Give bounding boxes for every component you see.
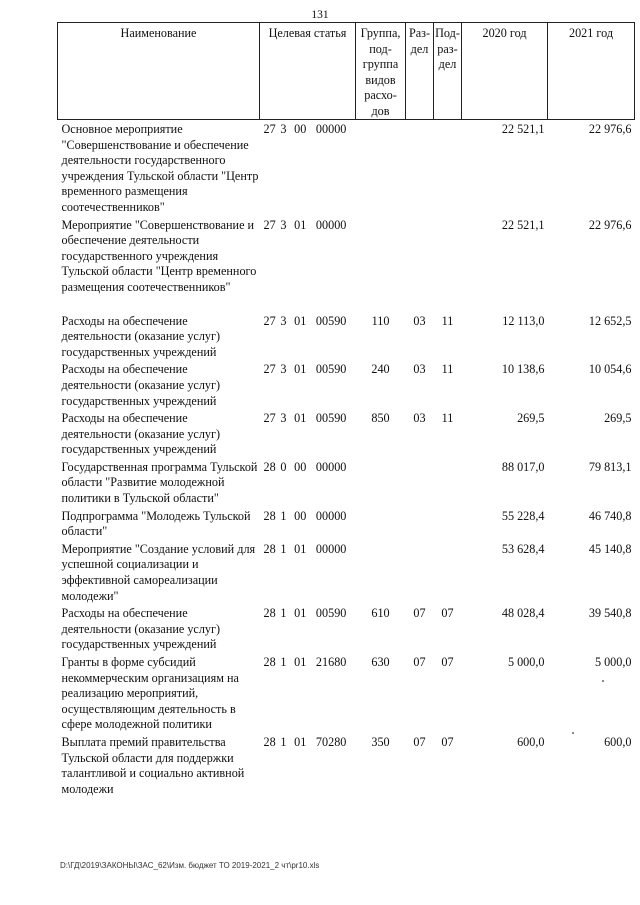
table-body xyxy=(58,120,635,798)
code-event: 00 xyxy=(294,459,307,474)
table-row xyxy=(58,733,635,797)
row-target-article xyxy=(260,312,356,361)
row-target-article xyxy=(260,540,356,604)
code-program: 27 xyxy=(263,362,276,377)
code-subprogram: 1 xyxy=(280,508,287,523)
spacer-cell xyxy=(58,296,635,312)
row-subsection: 11 xyxy=(441,411,454,426)
row-target-article xyxy=(260,733,356,797)
code-event: 01 xyxy=(294,655,307,669)
code-event: 01 xyxy=(294,313,307,328)
code-event: 01 xyxy=(294,734,307,749)
page-number: 131 xyxy=(311,9,329,21)
header-name: Наименование xyxy=(58,23,260,120)
row-name: Расходы на обеспечение деятельности (оказание услуг) государственных учреждений xyxy=(61,411,221,457)
row-amount-2021: 22 976,6 xyxy=(588,217,632,232)
header-2021: 2021 год xyxy=(548,23,635,120)
row-section xyxy=(406,540,434,604)
code-subprogram: 3 xyxy=(280,217,287,232)
table-row xyxy=(58,507,635,540)
row-subsection: 11 xyxy=(441,313,454,328)
row-amount-2020: 53 628,4 xyxy=(501,541,545,556)
row-amount-2020: 269,5 xyxy=(517,411,545,426)
code-program: 28 xyxy=(263,541,276,556)
row-target-article xyxy=(260,604,356,653)
row-amount-2020: 88 017,0 xyxy=(501,459,545,474)
code-subprogram: 1 xyxy=(280,734,287,749)
row-subsection xyxy=(434,120,462,216)
row-section: 03 xyxy=(413,313,426,328)
row-amount-2021: 269,5 xyxy=(604,411,632,426)
row-name: Расходы на обеспечение деятельности (оказание услуг) государственных учреждений xyxy=(61,606,221,652)
code-event: 01 xyxy=(294,411,307,426)
code-event: 01 xyxy=(294,541,307,556)
row-section xyxy=(406,458,434,507)
row-subsection: 07 xyxy=(441,734,454,749)
code-subprogram: 3 xyxy=(280,362,287,377)
code-direction: 00000 xyxy=(315,541,347,556)
table-header-row xyxy=(58,23,635,120)
code-direction: 00000 xyxy=(315,508,347,523)
code-subprogram: 3 xyxy=(280,313,287,328)
code-program: 28 xyxy=(263,606,276,621)
code-subprogram: 1 xyxy=(280,655,287,669)
row-expense-group xyxy=(356,216,406,296)
row-target-article xyxy=(260,653,356,733)
row-amount-2020: 12 113,0 xyxy=(502,313,545,328)
row-subsection: 07 xyxy=(441,606,454,621)
row-target-article xyxy=(260,120,356,216)
row-expense-group: 350 xyxy=(371,734,390,749)
row-amount-2020: 600,0 xyxy=(517,734,545,749)
header-section: Раз- дел xyxy=(406,23,434,120)
row-section: 03 xyxy=(413,411,426,426)
budget-table xyxy=(57,22,635,797)
code-program: 27 xyxy=(263,411,276,426)
row-amount-2020: 5 000,0 xyxy=(507,655,545,669)
row-section xyxy=(406,507,434,540)
row-subsection xyxy=(434,507,462,540)
row-spacer xyxy=(58,296,635,312)
row-amount-2021: 46 740,8 xyxy=(588,508,632,523)
row-subsection: 07 xyxy=(441,655,454,669)
code-event: 00 xyxy=(294,122,307,136)
table-row xyxy=(58,540,635,604)
table-row xyxy=(58,458,635,507)
code-subprogram: 3 xyxy=(280,122,287,136)
row-amount-2021: 45 140,8 xyxy=(588,541,632,556)
file-path-footer: D:\ГД\2019\ЗАКОНЫ\ЗАС_62\Изм. бюджет ТО 2019-2021_2 чт\pr10.xls xyxy=(60,861,320,870)
table-row xyxy=(58,216,635,296)
row-section xyxy=(406,216,434,296)
scan-speck xyxy=(572,732,574,734)
row-amount-2020: 48 028,4 xyxy=(501,606,545,621)
row-section: 07 xyxy=(413,606,426,621)
row-expense-group: 610 xyxy=(371,606,390,621)
row-expense-group: 240 xyxy=(371,362,390,377)
header-subsection: Под- раз- дел xyxy=(434,23,462,120)
table-row xyxy=(58,360,635,409)
row-amount-2021: 600,0 xyxy=(604,734,632,749)
code-event: 01 xyxy=(294,362,307,377)
code-program: 28 xyxy=(263,655,276,669)
code-program: 28 xyxy=(263,508,276,523)
code-direction: 00000 xyxy=(315,459,347,474)
table-row xyxy=(58,409,635,458)
table-row xyxy=(58,312,635,361)
row-expense-group xyxy=(356,540,406,604)
row-amount-2020: 55 228,4 xyxy=(501,508,545,523)
code-event: 01 xyxy=(294,606,307,621)
row-expense-group xyxy=(356,458,406,507)
code-direction: 00590 xyxy=(315,362,347,377)
row-target-article xyxy=(260,507,356,540)
row-amount-2021: 39 540,8 xyxy=(588,606,632,621)
row-target-article xyxy=(260,409,356,458)
header-expense-group: Группа, под- группа видов расхо- дов xyxy=(356,23,406,120)
row-subsection xyxy=(434,216,462,296)
row-amount-2021: 22 976,6 xyxy=(588,122,632,136)
code-direction: 21680 xyxy=(315,655,347,669)
code-subprogram: 1 xyxy=(280,606,287,621)
code-subprogram: 0 xyxy=(280,459,287,474)
table-row xyxy=(58,120,635,216)
header-2020: 2020 год xyxy=(462,23,548,120)
row-target-article xyxy=(260,360,356,409)
row-amount-2021: 79 813,1 xyxy=(588,459,632,474)
code-subprogram: 1 xyxy=(280,541,287,556)
row-target-article xyxy=(260,216,356,296)
row-name: Мероприятие "Совершенствование и обеспечение деятельности государственного учреждения Тульской области "Центр временного размещения соотечественников" xyxy=(61,217,257,294)
row-expense-group: 110 xyxy=(371,313,390,328)
row-name: Основное мероприятие "Совершенствование и обеспечение деятельности государственного учреждения Тульской области "Центр временного размещения соотечественников" xyxy=(61,122,259,214)
code-direction: 00000 xyxy=(315,217,347,232)
row-subsection xyxy=(434,540,462,604)
code-event: 01 xyxy=(294,217,307,232)
row-subsection xyxy=(434,458,462,507)
row-amount-2021: 10 054,6 xyxy=(588,362,632,377)
row-amount-2021: 12 652,5 xyxy=(588,313,632,328)
row-expense-group xyxy=(356,507,406,540)
table-row xyxy=(58,604,635,653)
row-name: Государственная программа Тульской области "Развитие молодежной политики в Тульской области" xyxy=(61,459,258,506)
row-expense-group xyxy=(356,120,406,216)
scan-speck xyxy=(602,680,604,682)
code-program: 28 xyxy=(263,459,276,474)
row-subsection: 11 xyxy=(441,362,454,377)
code-direction: 70280 xyxy=(315,734,347,749)
row-section xyxy=(406,120,434,216)
code-program: 27 xyxy=(263,217,276,232)
code-direction: 00590 xyxy=(315,606,347,621)
code-program: 28 xyxy=(263,734,276,749)
budget-table-container xyxy=(57,22,635,797)
row-section: 07 xyxy=(413,734,426,749)
row-amount-2020: 22 521,1 xyxy=(501,217,545,232)
row-target-article xyxy=(260,458,356,507)
row-amount-2020: 22 521,1 xyxy=(501,122,545,136)
code-event: 00 xyxy=(294,508,307,523)
row-expense-group: 630 xyxy=(371,655,390,669)
row-name: Расходы на обеспечение деятельности (оказание услуг) государственных учреждений xyxy=(61,313,221,359)
code-direction: 00590 xyxy=(315,313,347,328)
code-direction: 00000 xyxy=(315,122,347,136)
row-name: Мероприятие "Создание условий для успешной социализации и эффективной самореализации молодежи" xyxy=(61,541,256,603)
row-name: Выплата премий правительства Тульской области для поддержки талантливой и социально активной молодежи xyxy=(61,734,245,796)
row-name: Гранты в форме субсидий некоммерческим организациям на реализацию мероприятий, осуществляющим деятельность в сфере молодежной политики xyxy=(61,655,239,732)
row-amount-2021: 5 000,0 xyxy=(594,655,632,669)
row-expense-group: 850 xyxy=(371,411,390,426)
row-section: 03 xyxy=(413,362,426,377)
code-program: 27 xyxy=(263,122,276,136)
code-program: 27 xyxy=(263,313,276,328)
code-subprogram: 3 xyxy=(280,411,287,426)
row-name: Подпрограмма "Молодежь Тульской области" xyxy=(61,508,251,539)
row-amount-2020: 10 138,6 xyxy=(501,362,545,377)
table-row xyxy=(58,653,635,733)
header-target-article: Целевая статья xyxy=(260,23,356,120)
code-direction: 00590 xyxy=(315,411,347,426)
row-name: Расходы на обеспечение деятельности (оказание услуг) государственных учреждений xyxy=(61,362,221,408)
row-section: 07 xyxy=(413,655,426,669)
